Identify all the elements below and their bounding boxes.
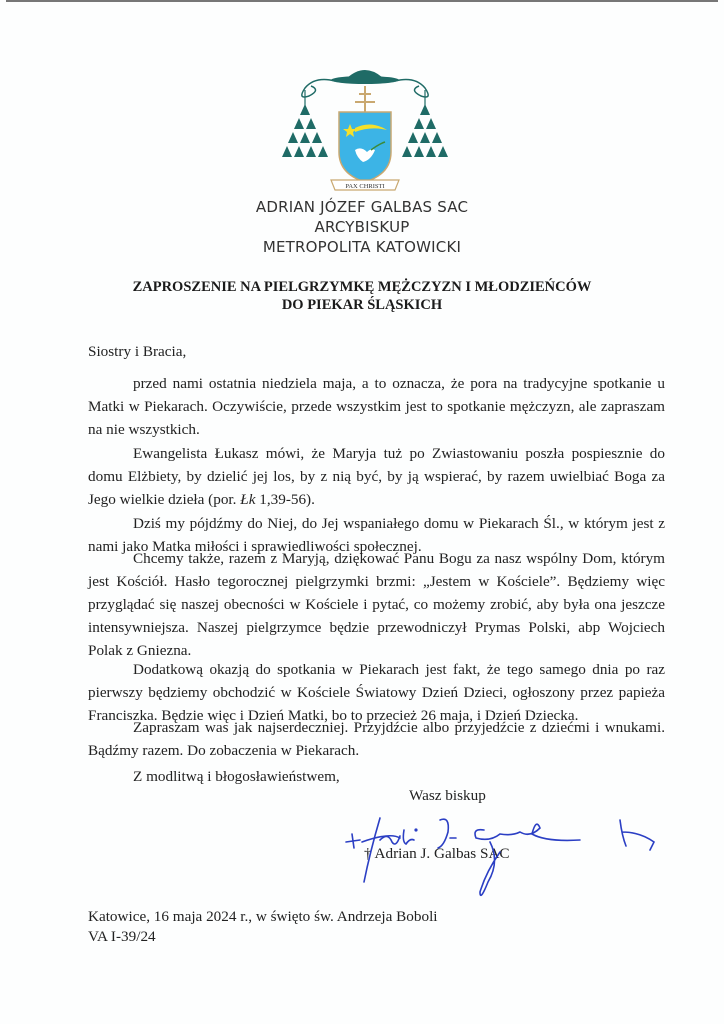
paragraph-2 <box>88 442 665 511</box>
citation-book: Łk <box>240 491 256 508</box>
signatory-name: † Adrian J. Galbas SAC <box>364 845 510 862</box>
letter-title-line1: ZAPROSZENIE NA PIELGRZYMKĘ MĘŻCZYZN I MŁODZIEŃCÓW <box>132 279 592 295</box>
double-cross-icon <box>355 86 375 112</box>
coat-of-arms <box>275 66 455 196</box>
signoff: Wasz biskup <box>409 787 486 804</box>
shield-icon <box>339 112 391 182</box>
reference-number: VA I-39/24 <box>88 928 156 945</box>
letter-title-line2: DO PIEKAR ŚLĄSKICH <box>281 297 443 313</box>
paragraph-2-text: Ewangelista Łukasz mówi, że Maryja tuż po Zwiastowaniu poszła pospiesznie do domu Elżbiety, by dzielić jej los, by z nią być, by ją wspierać, by razem uwielbiać Boga za Jego wielkie dzieła (por. <box>88 445 665 508</box>
closing: Z modlitwą i błogosławieństwem, <box>133 768 340 785</box>
paragraph-6: Zapraszam was jak najserdeczniej. Przyjdźcie albo przyjedźcie z dziećmi i wnukami. Bądźmy razem. Do zobaczenia w Piekarach. <box>88 719 665 759</box>
paragraph-3: Dziś my pójdźmy do Niej, do Jej wspaniałego domu w Piekarach Śl., w którym jest z nami jako Matka miłości i sprawiedliwości społecznej. <box>88 515 665 555</box>
bishop-name: ADRIAN JÓZEF GALBAS SAC <box>255 198 469 216</box>
tassels-right-icon <box>402 104 448 157</box>
bishop-rank: ARCYBISKUP <box>314 218 410 236</box>
tassels-left-icon <box>282 104 328 157</box>
date-place: Katowice, 16 maja 2024 r., w święto św. Andrzeja Boboli <box>88 908 438 925</box>
paragraph-5: Dodatkową okazją do spotkania w Piekarach jest fakt, że tego samego dnia po raz pierwszy będziemy obchodzić w Kościele Światowy Dzień Dzieci, ogłoszony przez papieża Franciszka. Będzie więc i Dzień Matki, bo to przecież 26 maja, i Dzień Dziecka. <box>88 661 665 724</box>
bishop-office: METROPOLITA KATOWICKI <box>262 238 462 256</box>
svg-text:PAX CHRISTI: PAX CHRISTI <box>345 183 385 190</box>
salutation: Siostry i Bracia, <box>88 343 187 360</box>
motto-banner <box>331 180 399 190</box>
citation-ref: 1,39-56). <box>255 491 315 508</box>
scan-edge <box>6 0 718 2</box>
handwritten-signature <box>340 812 700 902</box>
paragraph-4: Chcemy także, razem z Maryją, dziękować Panu Bogu za nasz wspólny Dom, którym jest Kościół. Hasło tegorocznej pielgrzymki brzmi: „Jestem w Kościele”. Będziemy więc przyglądać się naszej obecności w Kościele i pytać, co możemy zrobić, aby była ona jeszcze intensywniejsza. Naszej pielgrzymce będzie przewodniczył Prymas Polski, abp Wojciech Polak z Gniezna. <box>88 550 665 659</box>
paragraph-1: przed nami ostatnia niedziela maja, a to oznacza, że pora na tradycyjne spotkanie u Matki w Piekarach. Oczywiście, przede wszystkim jest to spotkanie mężczyzn, ale zapraszam na nie wszystkich. <box>88 375 665 438</box>
